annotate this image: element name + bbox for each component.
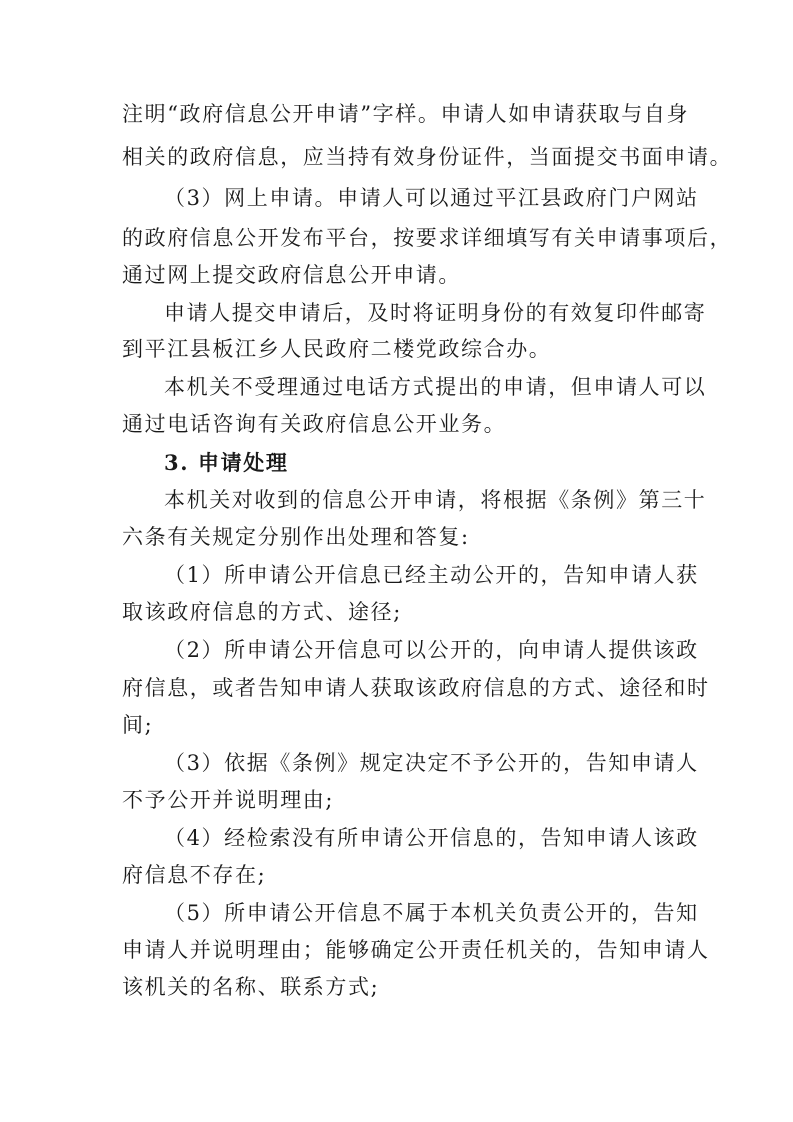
text-line: 的政府信息公开发布平台，按要求详细填写有关申请事项后，: [122, 226, 733, 250]
text-line: 申请人提交申请后，及时将证明身份的有效复印件邮寄: [164, 301, 707, 325]
text-line: （2）所申请公开信息可以公开的，向申请人提供该政: [164, 638, 699, 662]
text-line: 府信息不存在;: [122, 863, 267, 887]
text-line: 注明“政府信息公开申请”字样。申请人如申请获取与自身: [122, 102, 690, 126]
text-line: 申请人并说明理由；能够确定公开责任机关的，告知申请人: [122, 938, 710, 962]
text-line: 本机关对收到的信息公开申请，将根据《条例》第三十: [164, 488, 707, 512]
text-line: （5）所申请公开信息不属于本机关负责公开的，告知: [164, 901, 699, 925]
text-line: 通过网上提交政府信息公开申请。: [122, 263, 461, 287]
text-line: （1）所申请公开信息已经主动公开的，告知申请人获: [164, 563, 699, 587]
text-line: 相关的政府信息，应当持有效身份证件，当面提交书面申请。: [122, 145, 733, 169]
text-line: （4）经检索没有所申请公开信息的，告知申请人该政: [164, 826, 699, 850]
text-line: 六条有关规定分别作出处理和答复:: [122, 525, 470, 549]
text-line: （3）依据《条例》规定决定不予公开的，告知申请人: [164, 751, 699, 775]
text-line: 取该政府信息的方式、途径;: [122, 600, 402, 624]
section-heading: 3. 申请处理: [164, 450, 289, 475]
text-line: 不予公开并说明理由;: [122, 788, 335, 812]
text-line: 间;: [122, 713, 154, 737]
text-line: 府信息，或者告知申请人获取该政府信息的方式、途径和时: [122, 676, 710, 700]
text-line: 该机关的名称、联系方式;: [122, 975, 380, 999]
text-line: 本机关不受理通过电话方式提出的申请，但申请人可以: [164, 375, 707, 399]
text-line: 到平江县板江乡人民政府二楼党政综合办。: [122, 337, 552, 361]
text-line: 通过电话咨询有关政府信息公开业务。: [122, 412, 507, 436]
text-line: （3）网上申请。申请人可以通过平江县政府门户网站: [164, 186, 699, 210]
